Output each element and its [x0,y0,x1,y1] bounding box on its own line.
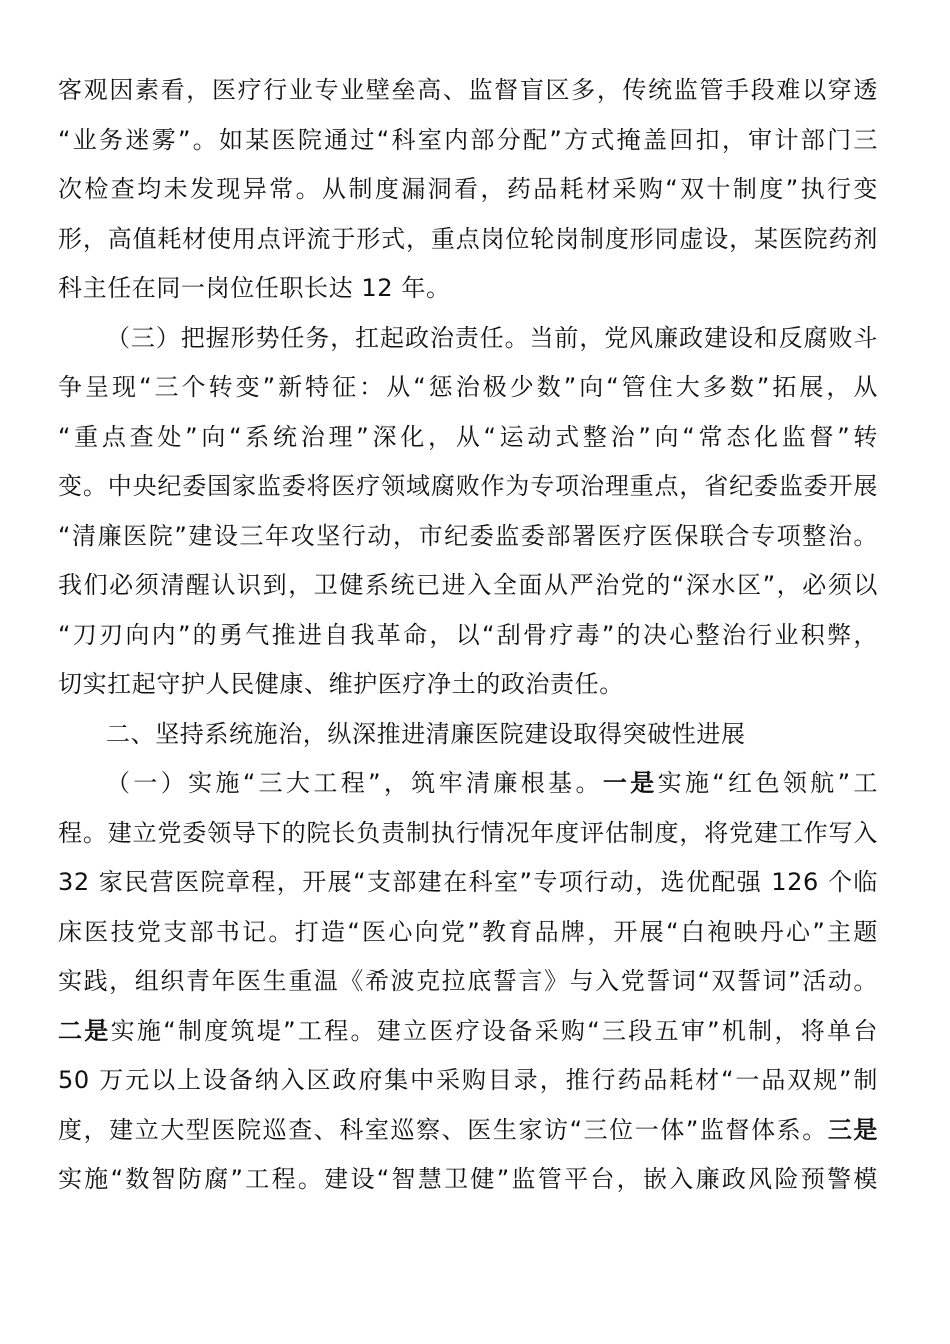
document-body [58,66,878,1205]
paragraph-line [58,165,878,215]
line-text: “刀刃向内”的勇气推进自我革命，以“刮骨疗毒”的决心整治行业积弊， [58,620,878,649]
bold-lead-text: 一是 [602,769,658,797]
paragraph-line [58,561,878,611]
line-text: 二、坚持系统施治，纵深推进清廉医院建设取得突破性进展 [106,719,746,748]
line-text: 实施“制度筑堤”工程。建立医疗设备采购“三段五审”机制，将单台 [110,1016,878,1045]
paragraph-line [58,462,878,512]
line-text: 争呈现“三个转变”新特征：从“惩治极少数”向“管住大多数”拓展，从 [58,373,878,401]
line-text: “清廉医院”建设三年攻坚行动，市纪委监委部署医疗医保联合专项整治。 [58,521,878,550]
paragraph-line [58,1155,878,1205]
paragraph-line [58,957,878,1007]
line-text: （一）实施“三大工程”，筑牢清廉根基。 [106,769,603,797]
paragraph-line [58,858,878,908]
line-text: 实践，组织青年医生重温《希波克拉底誓言》与入党誓词“双誓词”活动。 [58,967,878,995]
line-text: “重点查处”向“系统治理”深化，从“运动式整治”向“常态化监督”转 [58,422,878,451]
paragraph-line [58,66,878,116]
paragraph-line [58,264,878,314]
paragraph-line [58,759,878,809]
paragraph-line [58,1106,878,1156]
paragraph-line [58,809,878,859]
paragraph-line [58,363,878,413]
paragraph-line [58,512,878,562]
bold-lead-text: 二是 [58,1016,111,1045]
paragraph-line [58,314,878,364]
paragraph-line [58,611,878,661]
line-text: 形，高值耗材使用点评流于形式，重点岗位轮岗制度形同虚设，某医院药剂 [58,224,878,253]
paragraph-line [58,1007,878,1057]
paragraph-line [58,215,878,265]
line-text: 我们必须清醒认识到，卫健系统已进入全面从严治党的“深水区”，必须以 [58,571,878,599]
paragraph-line [58,116,878,166]
line-text: 变。中央纪委国家监委将医疗领域腐败作为专项治理重点，省纪委监委开展 [58,472,878,500]
line-text: 度，建立大型医院巡查、科室巡察、医生家访“三位一体”监督体系。 [58,1115,828,1144]
line-text: 科主任在同一岗位任职长达 12 年。 [58,274,451,302]
line-text: 切实扛起守护人民健康、维护医疗净土的政治责任。 [58,670,624,698]
paragraph-line [58,908,878,958]
line-text: 次检查均未发现异常。从制度漏洞看，药品耗材采购“双十制度”执行变 [58,175,878,203]
bold-lead-text: 三是 [827,1115,878,1144]
paragraph-line [58,1056,878,1106]
line-text: 程。建立党委领导下的院长负责制执行情况年度评估制度，将党建工作写入 [58,818,878,847]
paragraph-line [58,413,878,463]
paragraph-line [58,660,878,710]
line-text: （三）把握形势任务，扛起政治责任。当前，党风廉政建设和反腐败斗 [106,323,878,352]
line-text: 实施“数智防腐”工程。建设“智慧卫健”监管平台，嵌入廉政风险预警模 [58,1165,878,1193]
line-text: 实施“红色领航”工 [657,769,878,797]
paragraph-line [58,710,878,760]
line-text: 客观因素看，医疗行业专业壁垒高、监督盲区多，传统监管手段难以穿透 [58,76,878,104]
line-text: 50 万元以上设备纳入区政府集中采购目录，推行药品耗材“一品双规”制 [58,1066,878,1094]
line-text: “业务迷雾”。如某医院通过“科室内部分配”方式掩盖回扣，审计部门三 [58,125,878,154]
line-text: 床医技党支部书记。打造“医心向党”教育品牌，开展“白袍映丹心”主题 [58,917,878,946]
line-text: 32 家民营医院章程，开展“支部建在科室”专项行动，选优配强 126 个临 [58,868,878,896]
